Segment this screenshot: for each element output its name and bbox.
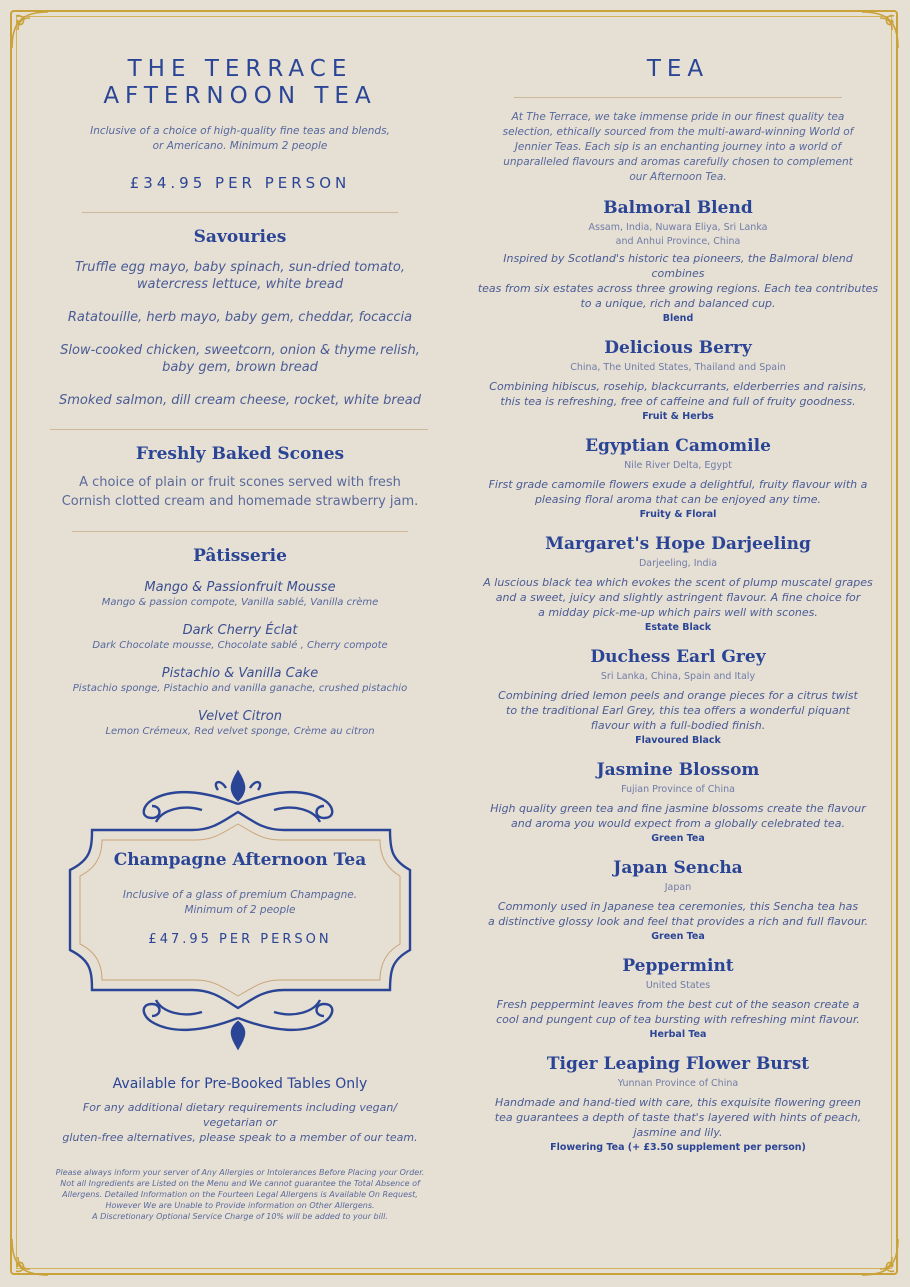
tea-description: Combining dried lemon peels and orange pieces for a citrus twist to the traditional Earl Grey, this tea offers a wonderful piquant flavour with a full-bodied finish. xyxy=(498,689,858,732)
tea-name: Margaret's Hope Darjeeling xyxy=(545,534,811,554)
allergen-disclaimer: Please always inform your server of Any Allergies or Intolerances Before Placing your Order. Not all Ingredients are Listed on the Menu and We cannot guarantee the Total Absence of Allergens. Detailed Information on the Fourteen Legal Allergens is Available On Request, However We are Unable to Provide information on Other Allergens. A Discretionary Optional Service Charge of 10% will be added to your bill. xyxy=(55,1168,425,1221)
list-item xyxy=(476,435,880,521)
divider xyxy=(50,429,428,430)
tea-heading: TEA xyxy=(646,56,710,82)
tea-description: High quality green tea and fine jasmine blossoms create the flavour and aroma you would expect from a globally celebrated tea. xyxy=(490,802,866,830)
list-item: Velvet Citron Lemon Crémeux, Red velvet sponge, Crème au citron xyxy=(105,709,375,737)
list-item xyxy=(476,759,880,845)
prebook-notice: Available for Pre-Booked Tables Only xyxy=(112,1076,368,1092)
tea-description: Commonly used in Japanese tea ceremonies, this Sencha tea has a distinctive glossy look and feel that provides a rich and full flavour. xyxy=(488,900,868,928)
divider xyxy=(72,531,408,532)
list-item: Pistachio & Vanilla Cake Pistachio sponge, Pistachio and vanilla ganache, crushed pistachio xyxy=(72,666,408,694)
tea-type: Green Tea xyxy=(651,931,705,942)
savouries-list xyxy=(52,259,428,409)
divider xyxy=(82,212,398,213)
tea-origin: Japan xyxy=(664,882,692,893)
list-item: Smoked salmon, dill cream cheese, rocket, white bread xyxy=(58,393,421,408)
tea-type: Flowering Tea (+ £3.50 supplement per person) xyxy=(550,1142,806,1153)
scones-description: A choice of plain or fruit scones served with fresh Cornish clotted cream and homemade strawberry jam. xyxy=(61,475,419,509)
tea-name: Duchess Earl Grey xyxy=(590,647,766,667)
list-item: Slow-cooked chicken, sweetcorn, onion & thyme relish, baby gem, brown bread xyxy=(60,343,420,375)
tea-name: Tiger Leaping Flower Burst xyxy=(546,1054,810,1074)
tea-type: Green Tea xyxy=(651,833,705,844)
champagne-price: £47.95 PER PERSON xyxy=(148,932,332,947)
list-item: Dark Cherry Éclat Dark Chocolate mousse, Chocolate sablé , Cherry compote xyxy=(92,623,388,651)
patisserie-heading: Pâtisserie xyxy=(193,546,287,566)
corner-flourish-icon xyxy=(856,1233,902,1279)
tea-description: Inspired by Scotland's historic tea pioneers, the Balmoral blend combines teas from six estates across three growing regions. Each tea contributes to a unique, rich and balanced cup. xyxy=(477,252,879,310)
tea-intro: At The Terrace, we take immense pride in our finest quality tea selection, ethically sourced from the multi-award-winning World of Jennier Teas. Each sip is an enchanting journey into a world of unparalleled flavours and aromas carefully chosen to complement our Afternoon Tea. xyxy=(502,111,854,183)
patisserie-list xyxy=(52,580,428,738)
tea-origin: Nile River Delta, Egypt xyxy=(624,460,732,471)
tea-description: Fresh peppermint leaves from the best cut of the season create a cool and pungent cup of tea bursting with refreshing mint flavour. xyxy=(496,998,860,1026)
terrace-price: £34.95 PER PERSON xyxy=(129,174,351,192)
tea-description: Combining hibiscus, rosehip, blackcurrants, elderberries and raisins, this tea is refreshing, free of caffeine and full of fruity goodness. xyxy=(489,380,867,408)
tea-description: First grade camomile flowers exude a delightful, fruity flavour with a pleasing floral aroma that can be enjoyed any time. xyxy=(488,478,868,506)
corner-flourish-icon xyxy=(8,1233,54,1279)
tea-type: Estate Black xyxy=(644,622,712,633)
list-item xyxy=(476,197,880,325)
tea-origin: Sri Lanka, China, Spain and Italy xyxy=(600,671,756,682)
tea-column xyxy=(476,40,880,1154)
tea-type: Fruity & Floral xyxy=(639,509,717,520)
tea-origin: Fujian Province of China xyxy=(621,784,735,795)
tea-type: Fruit & Herbs xyxy=(642,411,714,422)
tea-name: Japan Sencha xyxy=(613,858,743,878)
scones-heading: Freshly Baked Scones xyxy=(135,444,345,464)
list-item: Mango & Passionfruit Mousse Mango & passion compote, Vanilla sablé, Vanilla crème xyxy=(101,580,379,608)
list-item xyxy=(476,955,880,1041)
champagne-panel xyxy=(52,760,428,1060)
list-item: Ratatouille, herb mayo, baby gem, cheddar, focaccia xyxy=(67,310,413,325)
tea-description: A luscious black tea which evokes the scent of plump muscatel grapes and a sweet, juicy and slightly astringent flavour. A fine choice for a midday pick-me-up which pairs well with scones. xyxy=(483,576,873,619)
tea-description: Handmade and hand-tied with care, this exquisite flowering green tea guarantees a depth of taste that's layered with hints of peach, jasmine and lily. xyxy=(494,1096,862,1139)
list-item: Truffle egg mayo, baby spinach, sun-dried tomato, watercress lettuce, white bread xyxy=(74,260,405,292)
divider xyxy=(514,97,842,98)
champagne-heading: Champagne Afternoon Tea xyxy=(113,850,367,870)
list-item xyxy=(476,857,880,943)
savouries-heading: Savouries xyxy=(193,227,287,247)
tea-origin: China, The United States, Thailand and Spain xyxy=(570,362,786,373)
tea-origin: Assam, India, Nuwara Eliya, Sri Lanka and Anhui Province, China xyxy=(588,222,768,247)
tea-origin: Darjeeling, India xyxy=(638,558,718,569)
page-title: THE TERRACE AFTERNOON TEA xyxy=(103,56,377,109)
tea-name: Jasmine Blossom xyxy=(596,760,760,780)
tea-type: Blend xyxy=(662,313,694,324)
tea-list xyxy=(476,197,880,1154)
tea-name: Egyptian Camomile xyxy=(585,436,771,456)
tea-origin: United States xyxy=(645,980,711,991)
dietary-note: For any additional dietary requirements including vegan/ vegetarian or gluten-free alternatives, please speak to a member of our team. xyxy=(62,1101,418,1144)
list-item xyxy=(476,533,880,634)
champagne-intro: Inclusive of a glass of premium Champagne. Minimum of 2 people xyxy=(122,889,358,916)
corner-flourish-icon xyxy=(8,8,54,54)
afternoon-tea-column xyxy=(52,40,428,1222)
tea-name: Balmoral Blend xyxy=(603,198,753,218)
list-item xyxy=(476,337,880,423)
tea-type: Flavoured Black xyxy=(635,735,721,746)
tea-name: Delicious Berry xyxy=(604,338,752,358)
champagne-content xyxy=(52,850,428,947)
tea-type: Herbal Tea xyxy=(649,1029,707,1040)
tea-origin: Yunnan Province of China xyxy=(617,1078,739,1089)
terrace-intro: Inclusive of a choice of high-quality fine teas and blends, or Americano. Minimum 2 people xyxy=(90,125,390,152)
list-item xyxy=(476,646,880,747)
tea-name: Peppermint xyxy=(622,956,734,976)
list-item xyxy=(476,1053,880,1154)
